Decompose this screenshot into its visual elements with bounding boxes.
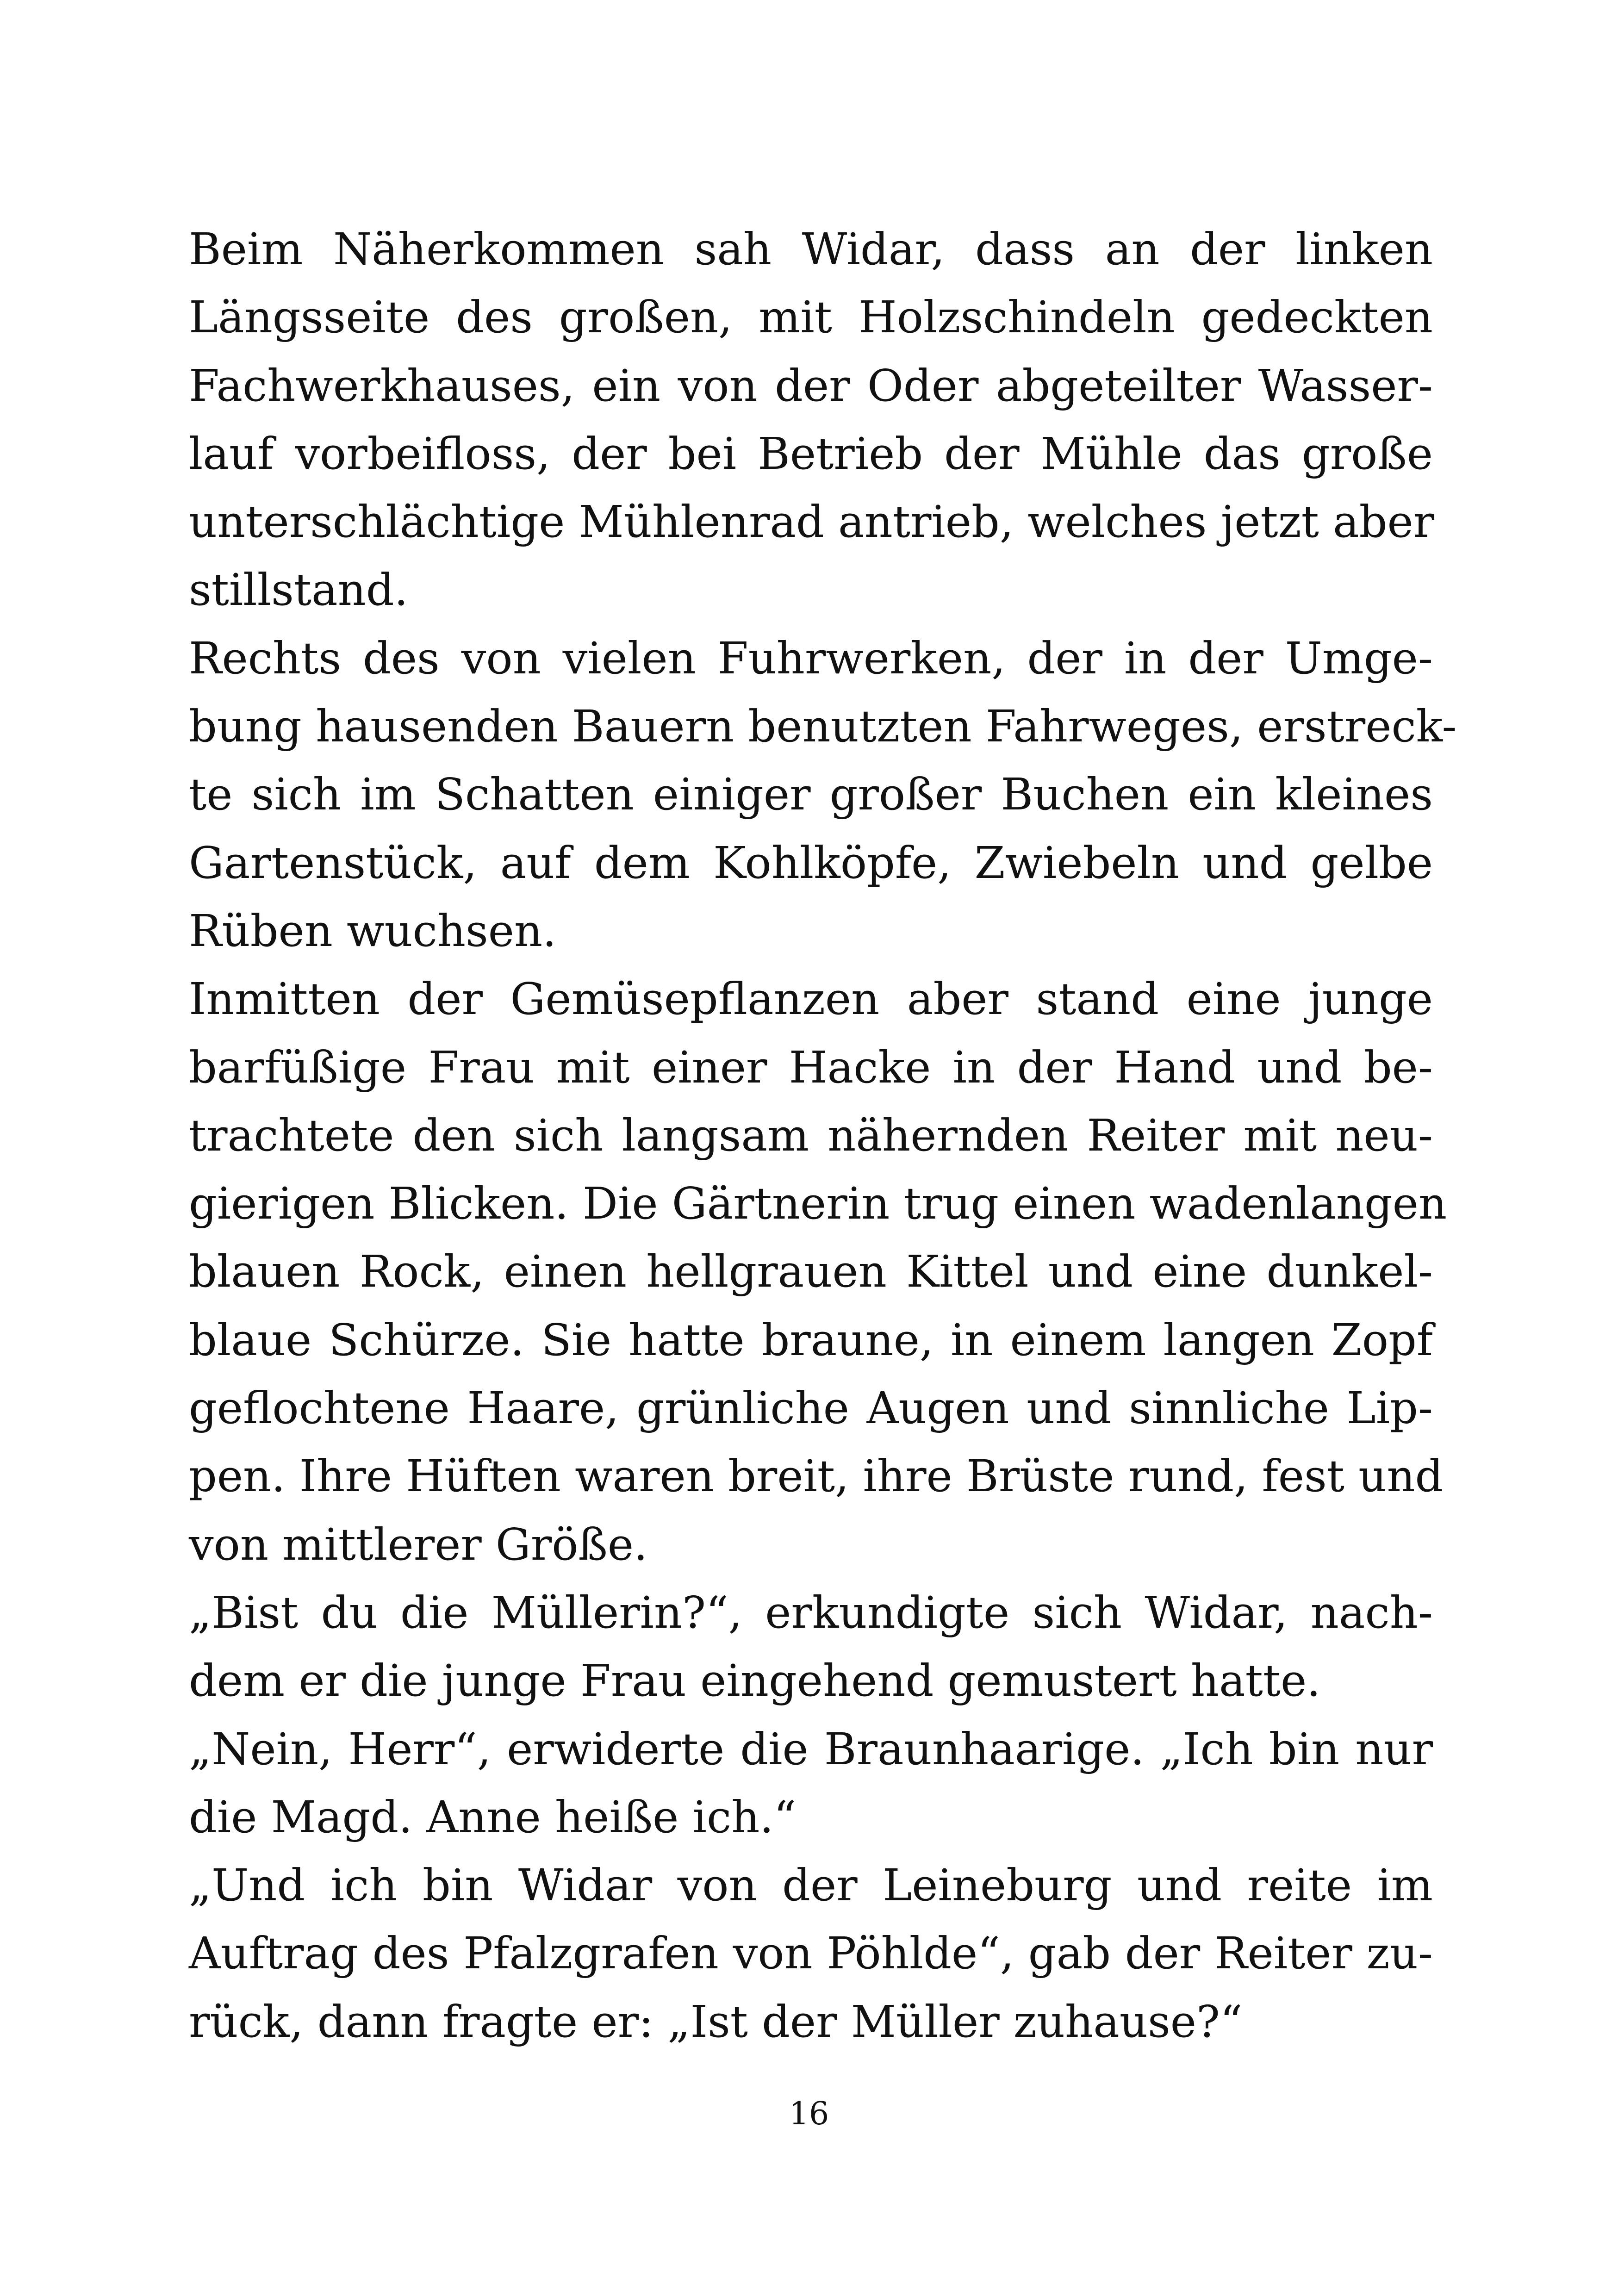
text-line: Inmitten der Gemüsepflanzen aber stand eine junge xyxy=(189,974,1433,1025)
paragraph-dialogue-question xyxy=(189,1579,1433,1716)
text-line: gierigen Blicken. Die Gärtnerin trug einen wadenlangen xyxy=(189,1178,1447,1230)
text-line: Rüben wuchsen. xyxy=(189,905,557,957)
paragraph-garden xyxy=(189,625,1457,965)
text-line: von mittlerer Größe. xyxy=(189,1519,648,1570)
text-line: die Magd. Anne heiße ich.“ xyxy=(189,1792,797,1843)
text-line: bung hausenden Bauern benutzten Fahrweges, erstreck- xyxy=(189,701,1457,753)
text-line: Auftrag des Pfalzgrafen von Pöhlde“, gab der Reiter zu- xyxy=(189,1928,1433,1979)
text-line: Längsseite des großen, mit Holzschindeln gedeckten xyxy=(189,292,1433,343)
text-line: Rechts des von vielen Fuhrwerken, der in der Umge- xyxy=(189,633,1433,684)
paragraph-dialogue-answer xyxy=(189,1716,1433,1852)
text-line: Fachwerkhauses, ein von der Oder abgeteilter Wasser- xyxy=(189,360,1433,411)
text-line: lauf vorbeifloss, der bei Betrieb der Mühle das große xyxy=(189,428,1433,479)
text-line: „Und ich bin Widar von der Leineburg und reite im xyxy=(189,1860,1433,1911)
page-number: 16 xyxy=(789,2096,829,2132)
paragraph-dialogue-widar xyxy=(189,1852,1433,2056)
text-line: geflochtene Haare, grünliche Augen und sinnliche Lip- xyxy=(189,1383,1433,1434)
text-line: Gartenstück, auf dem Kohlköpfe, Zwiebeln und gelbe xyxy=(189,837,1433,889)
text-line: pen. Ihre Hüften waren breit, ihre Brüste rund, fest und xyxy=(189,1451,1444,1502)
text-line: barfüßige Frau mit einer Hacke in der Hand und be- xyxy=(189,1042,1433,1093)
paragraph-mill-description xyxy=(189,216,1433,625)
text-line: unterschlächtige Mühlenrad antrieb, welches jetzt aber xyxy=(189,497,1435,548)
paragraph-gardener xyxy=(189,965,1447,1579)
text-line: „Bist du die Müllerin?“, erkundigte sich Widar, nach- xyxy=(189,1587,1433,1638)
text-line: dem er die junge Frau eingehend gemustert hatte. xyxy=(189,1655,1321,1707)
text-line: te sich im Schatten einiger großer Buchen ein kleines xyxy=(189,769,1433,821)
text-line: rück, dann fragte er: „Ist der Müller zuhause?“ xyxy=(189,1996,1243,2047)
text-line: stillstand. xyxy=(189,565,408,616)
text-line: blaue Schürze. Sie hatte braune, in einem langen Zopf xyxy=(189,1314,1433,1366)
text-line: blauen Rock, einen hellgrauen Kittel und eine dunkel- xyxy=(189,1246,1433,1298)
text-line: trachtete den sich langsam nähernden Reiter mit neu- xyxy=(189,1110,1433,1161)
text-line: Beim Näherkommen sah Widar, dass an der linken xyxy=(189,224,1433,275)
text-line: „Nein, Herr“, erwiderte die Braunhaarige. „Ich bin nur xyxy=(189,1724,1433,1775)
body-text xyxy=(189,216,1457,2056)
